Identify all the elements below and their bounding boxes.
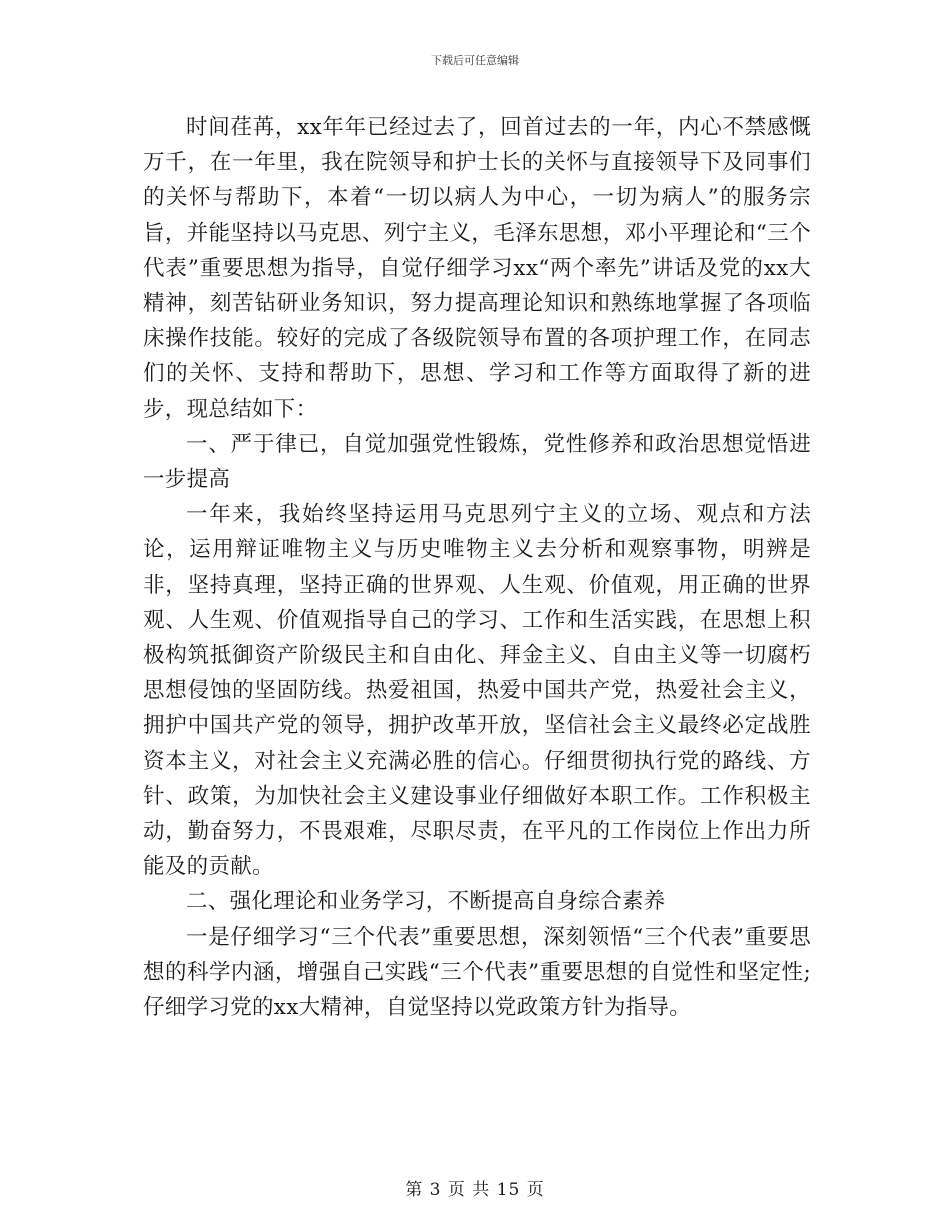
- document-body: [143, 110, 811, 1025]
- section-heading-2: 二、强化理论和业务学习，不断提高自身综合素养: [186, 889, 666, 915]
- paragraph-intro: 时间荏苒，xx年年已经过去了，回首过去的一年，内心不禁感慨万千，在一年里，我在院领导和护士长的关怀与直接领导下及同事们的关怀与帮助下，本着“一切以病人为中心，一切为病人”的服务宗旨，并能坚持以马克思、列宁主义，毛泽东思想，邓小平理论和“三个代表”重要思想为指导，自觉仔细学习xx“两个率先”讲话及党的xx大精神，刻苦钻研业务知识，努力提高理论知识和熟练地掌握了各项临床操作技能。较好的完成了各级院领导布置的各项护理工作，在同志们的关怀、支持和帮助下，思想、学习和工作等方面取得了新的进步，现总结如下：: [143, 115, 811, 422]
- paragraph-section-2: 一是仔细学习“三个代表”重要思想，深刻领悟“三个代表”重要思想的科学内涵，增强自己实践“三个代表”重要思想的自觉性和坚定性;仔细学习党的xx大精神，自觉坚持以党政策方针为指导。: [143, 924, 811, 1021]
- section-heading-1: 一、严于律已，自觉加强党性锻炼，党性修养和政治思想觉悟进一步提高: [143, 431, 811, 493]
- paragraph-section-1: 一年来，我始终坚持运用马克思列宁主义的立场、观点和方法论，运用辩证唯物主义与历史唯物主义去分析和观察事物，明辨是非，坚持真理，坚持正确的世界观、人生观、价值观，用正确的世界观、人生观、价值观指导自己的学习、工作和生活实践，在思想上积极构筑抵御资产阶级民主和自由化、拜金主义、自由主义等一切腐朽思想侵蚀的坚固防线。热爱祖国，热爱中国共产党，热爱社会主义，拥护中国共产党的领导，拥护改革开放，坚信社会主义最终必定战胜资本主义，对社会主义充满必胜的信心。仔细贯彻执行党的路线、方针、政策，为加快社会主义建设事业仔细做好本职工作。工作积极主动，勤奋努力，不畏艰难，尽职尽责，在平凡的工作岗位上作出力所能及的贡献。: [143, 502, 811, 880]
- page-number: 第 3 页 共 15 页: [405, 1180, 545, 1200]
- header-note: 下载后可任意编辑: [431, 54, 519, 67]
